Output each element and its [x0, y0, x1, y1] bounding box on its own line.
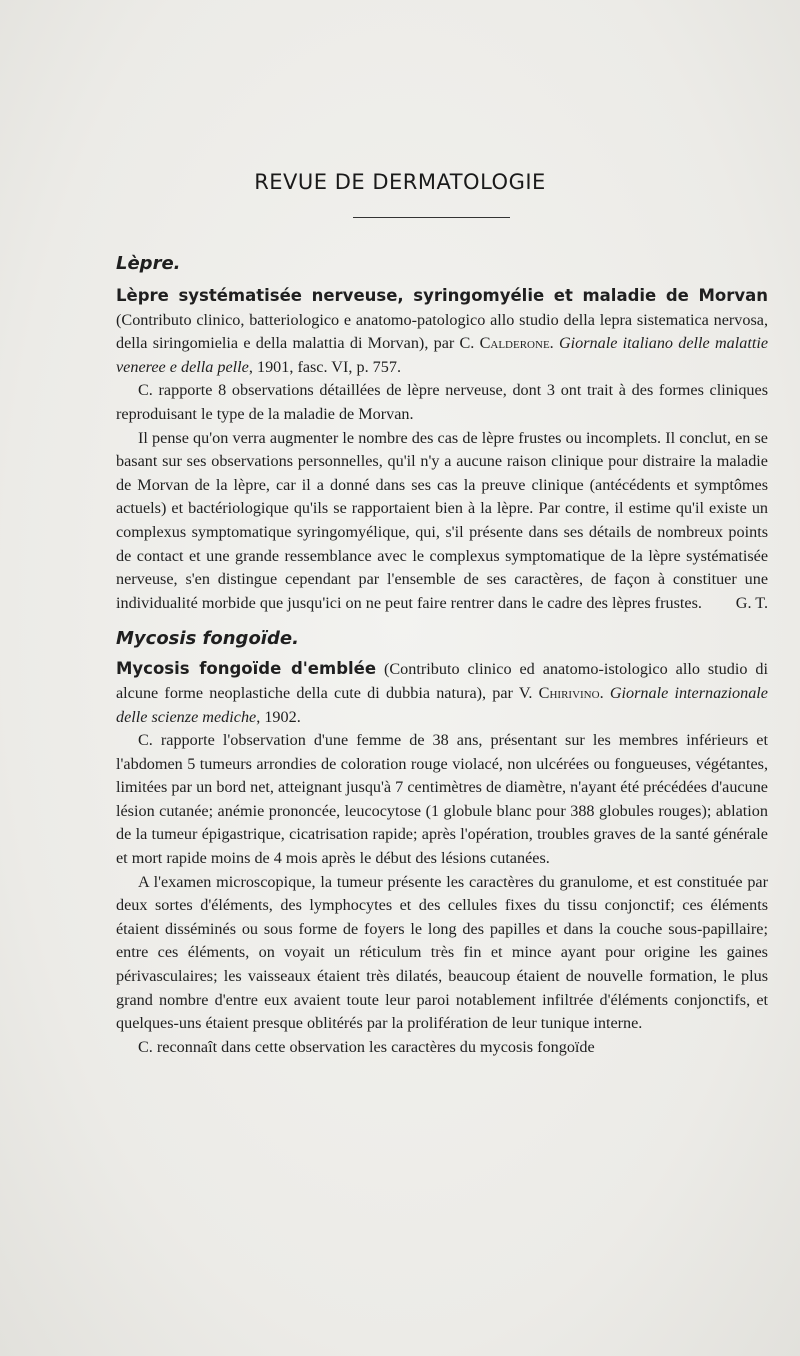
citation-text: . — [549, 334, 559, 353]
paragraph-text: Il pense qu'on verra augmenter le nombre des cas de lèpre frustes ou incomplets. Il conclut, en se basant sur ses observations personnelles, qu'il n'y a aucune raison clinique pour distraire la maladie de Morvan de la lèpre, car il a donné dans ses cas la preuve clinique (antécédents et symptômes actuels) et bactériologique qu'ils se rapportaient bien à la lèpre. Par contre, il estime qu'il existe un complexus symptomatique syringomyélique, qui, s'il présente dans ses détails de nombreux points de contact et une grande ressemblance avec le complexus symptomatique de la lèpre systématisée nerveuse, s'en distingue cependant par l'ensemble de ses caractères, de façon à constituer une individualité morbide que jusqu'ici on ne peut faire rentrer dans le cadre des lèpres frustes. — [116, 428, 768, 612]
article-title: Mycosis fongoïde d'emblée — [116, 659, 377, 679]
body-paragraph: C. reconnaît dans cette observation les caractères du mycosis fongoïde — [138, 1037, 595, 1056]
running-header: REVUE DE DERMATOLOGIE — [254, 170, 546, 194]
author-name: Chirivino — [538, 683, 600, 702]
citation-text: . — [599, 683, 610, 702]
author-name: Calderone — [479, 334, 550, 353]
header-rule — [353, 217, 510, 218]
body-paragraph: A l'examen microscopique, la tumeur présente les caractères du granulome, et est constituée par deux sortes d'éléments, des lymphocytes et des cellules fixes du tissu conjonctif; ces éléments étaient disséminés ou sous forme de foyers le long des papilles et dans la couche sous-papillaire; entre ces éléments, on voyait un réticulum très fin et mince ayant pour origine les gaines périvasculaires; les vaisseaux étaient très dilatés, beaucoup étaient de nouvelle formation, le plus grand nombre d'entre eux avaient toute leur paroi notablement infiltrée d'éléments conjonctifs, et quelques-uns étaient presque oblitérés par la prolifération de leur tunique interne. — [116, 872, 768, 1033]
journal-name: Giornale internazionale delle scienze mediche — [116, 683, 768, 726]
article-body — [116, 250, 768, 1059]
citation-text: , 1902. — [256, 707, 301, 726]
citation-text: (Contributo clinico ed anatomo-istologico allo studio di alcune forme neoplastiche della cute di dubbia natura), par V. — [116, 660, 768, 702]
body-paragraph: C. rapporte 8 observations détaillées de lèpre nerveuse, dont 3 ont trait à des formes cliniques reproduisant le type de la maladie de Morvan. — [116, 381, 768, 423]
body-paragraph — [116, 427, 768, 616]
section-title-lepre: Lèpre. — [116, 253, 181, 274]
citation-paragraph — [116, 657, 768, 729]
article-title: Lèpre systématisée nerveuse, syringomyélie et maladie de Morvan — [116, 286, 768, 305]
citation-text: (Contributo clinico, batteriologico e anatomo-patologico allo studio della lepra sistematica nervosa, della siringomielia e della malattia di Morvan), par C. — [116, 310, 768, 353]
signature: G. T. — [735, 593, 768, 612]
section-title-mycosis: Mycosis fongoïde. — [116, 628, 299, 650]
journal-name: Giornale italiano delle malattie veneree e della pelle — [116, 334, 769, 376]
body-paragraph: C. rapporte l'observation d'une femme de 38 ans, présentant sur les membres inférieurs et l'abdomen 5 tumeurs arrondies de coloration rouge violacé, non ulcérées ou fongueuses, végétantes, limitées par un bord net, atteignant jusqu'à 7 centimètres de diamètre, n'ayant été précédées d'aucune lésion cutanée; anémie prononcée, leucocytose (1 globule blanc pour 388 globules rouges); ablation de la tumeur épigastrique, cicatrisation rapide; après l'opération, troubles graves de la santé générale et mort rapide moins de 4 mois après le début des lésions cutanées. — [116, 731, 768, 868]
citation-paragraph — [116, 284, 768, 379]
citation-text: , 1901, fasc. VI, p. 757. — [248, 357, 401, 376]
